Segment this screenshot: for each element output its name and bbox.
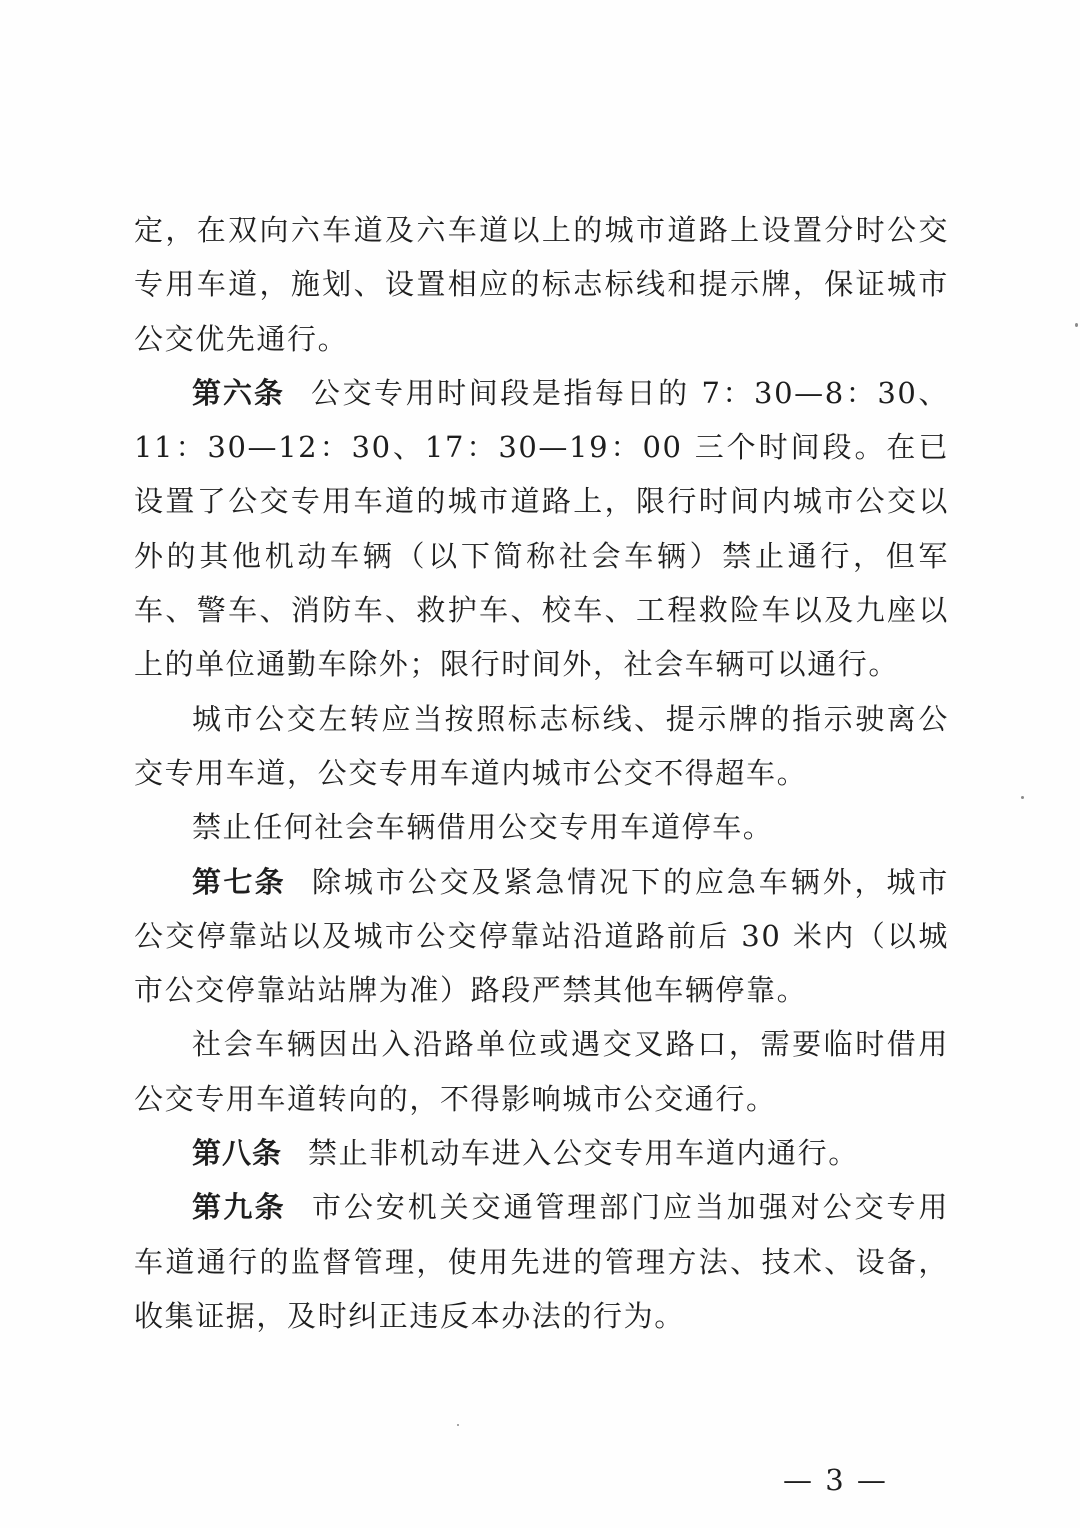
scan-speck: [1075, 323, 1078, 327]
article-number: 第六条: [192, 375, 285, 410]
page-number: — 3 —: [783, 1463, 888, 1497]
paragraph-text: 禁止任何社会车辆借用公交专用车道停车。: [192, 810, 774, 845]
paragraph-text: 市公安机关交通管理部门应当加强对公交专用车道通行的监督管理，使用先进的管理方法、技术、设备，收集证据，及时纠正违反本办法的行为。: [134, 1190, 949, 1333]
paragraph-text: 公交专用时间段是指每日的 7：30—8：30、11：30—12：30、17：30—19：00 三个时间段。在已设置了公交专用车道的城市道路上，限行时间内城市公交以外的其他机动车辆（以下简称社会车辆）禁止通行，但军车、警车、消防车、救护车、校车、工程救险车以及九座以上的单位通勤车除外；限行时间外，社会车辆可以通行。: [134, 375, 949, 682]
scan-speck: [457, 1424, 459, 1426]
article-6-paragraph: [134, 366, 949, 692]
paragraph-text: 除城市公交及紧急情况下的应急车辆外，城市公交停靠站以及城市公交停靠站沿道路前后 30 米内（以城市公交停靠站站牌为准）路段严禁其他车辆停靠。: [134, 864, 949, 1008]
paragraph-text: 定，在双向六车道及六车道以上的城市道路上设置分时公交专用车道，施划、设置相应的标志标线和提示牌，保证城市公交优先通行。: [134, 213, 949, 356]
paragraph-text: 社会车辆因出入沿路单位或遇交叉路口，需要临时借用公交专用车道转向的，不得影响城市公交通行。: [134, 1027, 949, 1116]
article-number: 第七条: [192, 864, 286, 899]
article-9-paragraph: [134, 1180, 949, 1343]
document-body: [134, 203, 949, 1343]
paragraph-left-turn: [134, 692, 949, 801]
paragraph-text: 禁止非机动车进入公交专用车道内通行。: [308, 1136, 859, 1171]
paragraph-temporary-use: [134, 1017, 949, 1126]
paragraph-no-parking: [134, 800, 949, 854]
scan-speck: [1021, 796, 1024, 799]
paragraph-text: 城市公交左转应当按照标志标线、提示牌的指示驶离公交专用车道，公交专用车道内城市公交不得超车。: [134, 701, 949, 790]
article-7-paragraph: [134, 855, 949, 1018]
article-8-paragraph: [134, 1126, 949, 1180]
article-number: 第八条: [192, 1136, 283, 1171]
article-number: 第九条: [192, 1190, 286, 1225]
paragraph-continuation: [134, 203, 949, 366]
